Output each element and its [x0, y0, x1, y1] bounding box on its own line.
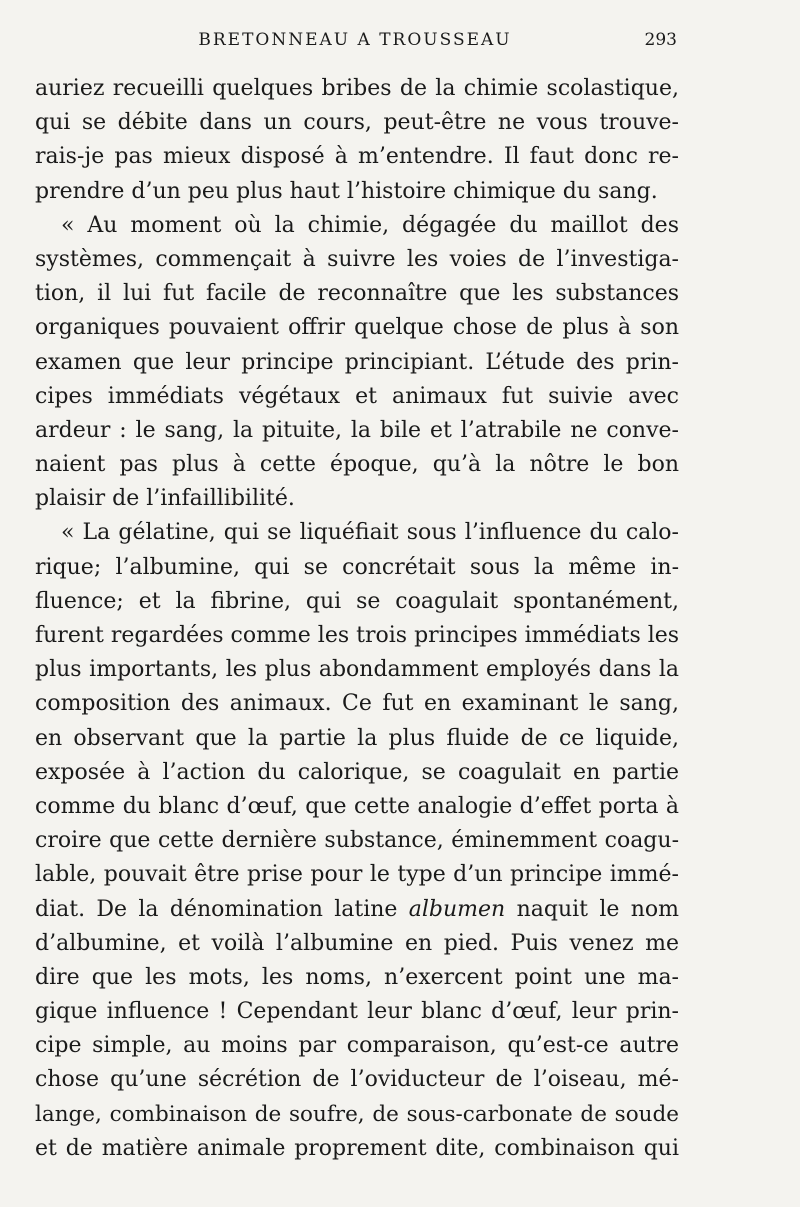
text-line: lange, combinaison de soufre, de sous-carbonate de soude	[35, 1101, 679, 1127]
text-line: « La gélatine, qui se liquéfiait sous l’influence du calo-	[61, 520, 679, 546]
text-line: et de matière animale proprement dite, combinaison qui	[35, 1135, 679, 1161]
text-line: exposée à l’action du calorique, se coagulait en partie	[35, 759, 679, 785]
body-text	[35, 72, 679, 1166]
text-line: examen que leur principe principiant. L’étude des prin-	[35, 349, 679, 375]
text-line: composition des animaux. Ce fut en examinant le sang,	[35, 691, 679, 717]
text-line: plaisir de l’infaillibilité.	[35, 486, 295, 512]
text-line: plus importants, les plus abondamment employés dans la	[35, 657, 679, 683]
text-line: cipe simple, au moins par comparaison, qu’est-ce autre	[35, 1033, 679, 1059]
text-line: organiques pouvaient offrir quelque chose de plus à son	[35, 315, 679, 341]
text-line: qui se débite dans un cours, peut-être ne vous trouve-	[35, 110, 679, 136]
text-line: « Au moment où la chimie, dégagée du maillot des	[61, 212, 679, 238]
text-line: auriez recueilli quelques bribes de la chimie scolastique,	[35, 76, 679, 101]
text-line: rais-je pas mieux disposé à m’entendre. Il faut donc re-	[35, 144, 679, 170]
text-line: comme du blanc d’œuf, que cette analogie d’effet porta à	[35, 793, 679, 819]
text-line: tion, il lui fut facile de reconnaître que les substances	[35, 281, 679, 307]
text-line: en observant que la partie la plus fluide de ce liquide,	[35, 725, 679, 751]
text-line: gique influence ! Cependant leur blanc d’œuf, leur prin-	[35, 999, 679, 1025]
text-line: croire que cette dernière substance, éminemment coagu-	[35, 828, 679, 854]
text-line: lable, pouvait être prise pour le type d’un principe immé-	[35, 862, 679, 888]
text-line: furent regardées comme les trois principes immédiats les	[35, 623, 680, 648]
text-line: ardeur : le sang, la pituite, la bile et l’atrabile ne conve-	[35, 417, 679, 443]
text-line: diat. De la dénomination latine albumen naquit le nom	[35, 896, 679, 922]
running-head: BRETONNEAU A TROUSSEAU	[198, 30, 512, 50]
text-line: chose qu’une sécrétion de l’oviducteur de l’oiseau, mé-	[35, 1067, 679, 1093]
page-number: 293	[644, 30, 677, 50]
text-line: dire que les mots, les noms, n’exercent point une ma-	[35, 964, 679, 990]
text-line: fluence; et la fibrine, qui se coagulait spontanément,	[35, 588, 679, 614]
text-line: rique; l’albumine, qui se concrétait sous la même in-	[35, 554, 679, 580]
text-line: cipes immédiats végétaux et animaux fut suivie avec	[35, 383, 679, 409]
text-line: naient pas plus à cette époque, qu’à la nôtre le bon	[35, 452, 679, 478]
text-line: prendre d’un peu plus haut l’histoire chimique du sang.	[35, 178, 658, 204]
text-line: d’albumine, et voilà l’albumine en pied. Puis venez me	[35, 930, 679, 956]
text-line: systèmes, commençait à suivre les voies de l’investiga-	[35, 246, 679, 272]
